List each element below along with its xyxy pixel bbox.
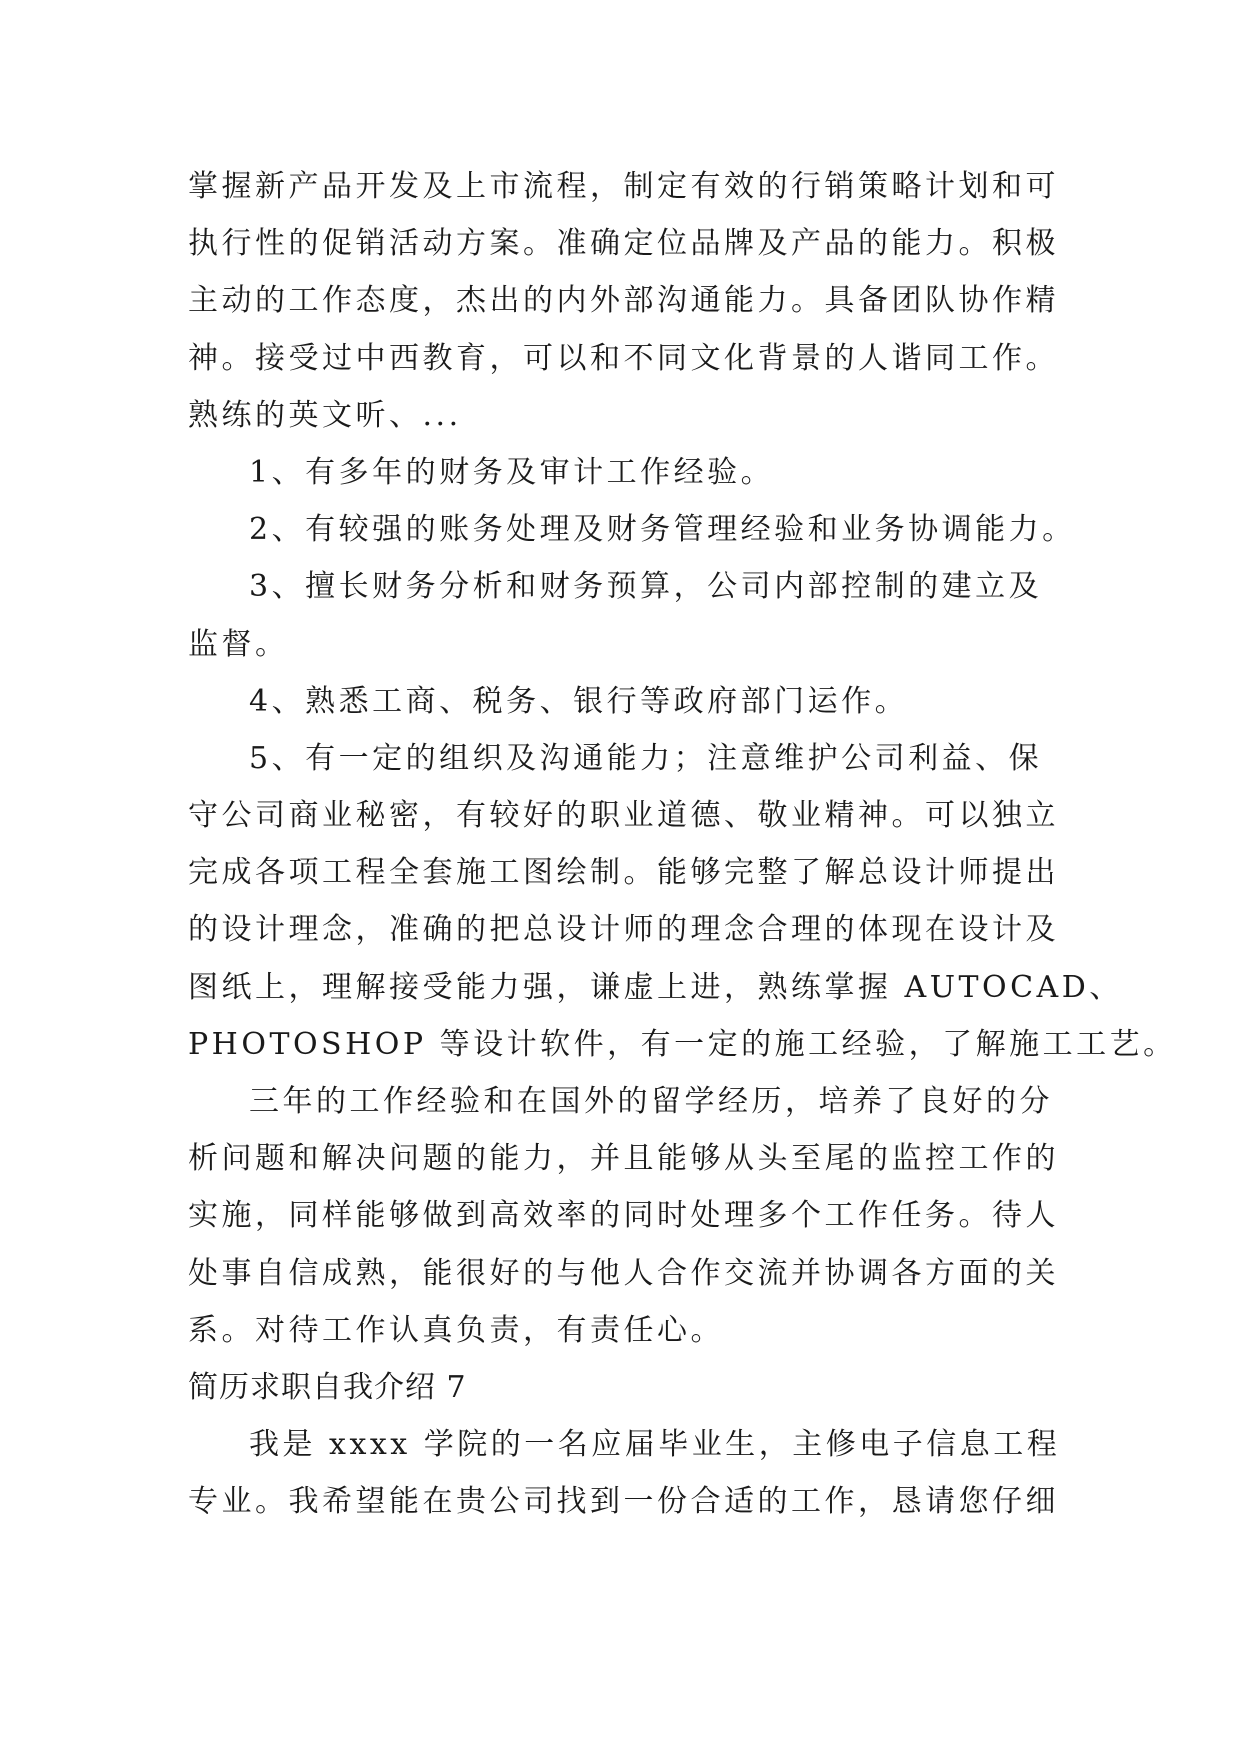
paragraph-line: 实施，同样能够做到高效率的同时处理多个工作任务。待人 <box>188 1198 1059 1234</box>
paragraph-line: 完成各项工程全套施工图绘制。能够完整了解总设计师提出 <box>188 855 1059 891</box>
paragraph-line: 执行性的促销活动方案。准确定位品牌及产品的能力。积极 <box>188 226 1059 262</box>
paragraph-line: 神。接受过中西教育，可以和不同文化背景的人谐同工作。 <box>188 340 1059 376</box>
paragraph-line: 主动的工作态度，杰出的内外部沟通能力。具备团队协作精 <box>188 283 1059 319</box>
paragraph-line: 图纸上，理解接受能力强，谦虚上进，熟练掌握 AUTOCAD、 <box>188 969 1123 1005</box>
paragraph-line: 三年的工作经验和在国外的留学经历，培养了良好的分 <box>249 1084 1053 1119</box>
paragraph-line: 专业。我希望能在贵公司找到一份合适的工作，恳请您仔细 <box>188 1484 1059 1520</box>
list-item: 4、熟悉工商、税务、银行等政府部门运作。 <box>249 683 909 719</box>
section-heading: 简历求职自我介绍 7 <box>188 1369 467 1405</box>
list-item: 5、有一定的组织及沟通能力；注意维护公司利益、保 <box>249 740 1043 776</box>
paragraph-line: 守公司商业秘密，有较好的职业道德、敬业精神。可以独立 <box>188 798 1059 834</box>
paragraph-line: 熟练的英文听、... <box>188 397 462 433</box>
document-body <box>188 158 1177 1531</box>
paragraph-line: 析问题和解决问题的能力，并且能够从头至尾的监控工作的 <box>188 1141 1059 1177</box>
list-item: 2、有较强的账务处理及财务管理经验和业务协调能力。 <box>249 512 1076 548</box>
paragraph-line: 我是 xxxx 学院的一名应届毕业生，主修电子信息工程 <box>249 1427 1061 1463</box>
paragraph-line: 处事自信成熟，能很好的与他人合作交流并协调各方面的关 <box>188 1255 1059 1291</box>
paragraph-line: 掌握新产品开发及上市流程，制定有效的行销策略计划和可 <box>188 169 1059 204</box>
list-item: 1、有多年的财务及审计工作经验。 <box>249 454 775 490</box>
paragraph-line: PHOTOSHOP 等设计软件，有一定的施工经验，了解施工工艺。 <box>188 1026 1177 1062</box>
paragraph-line: 系。对待工作认真负责，有责任心。 <box>188 1312 724 1348</box>
paragraph-line: 的设计理念，准确的把总设计师的理念合理的体现在设计及 <box>188 912 1059 948</box>
list-item: 3、擅长财务分析和财务预算，公司内部控制的建立及 <box>249 569 1043 605</box>
paragraph-line: 监督。 <box>188 626 289 662</box>
